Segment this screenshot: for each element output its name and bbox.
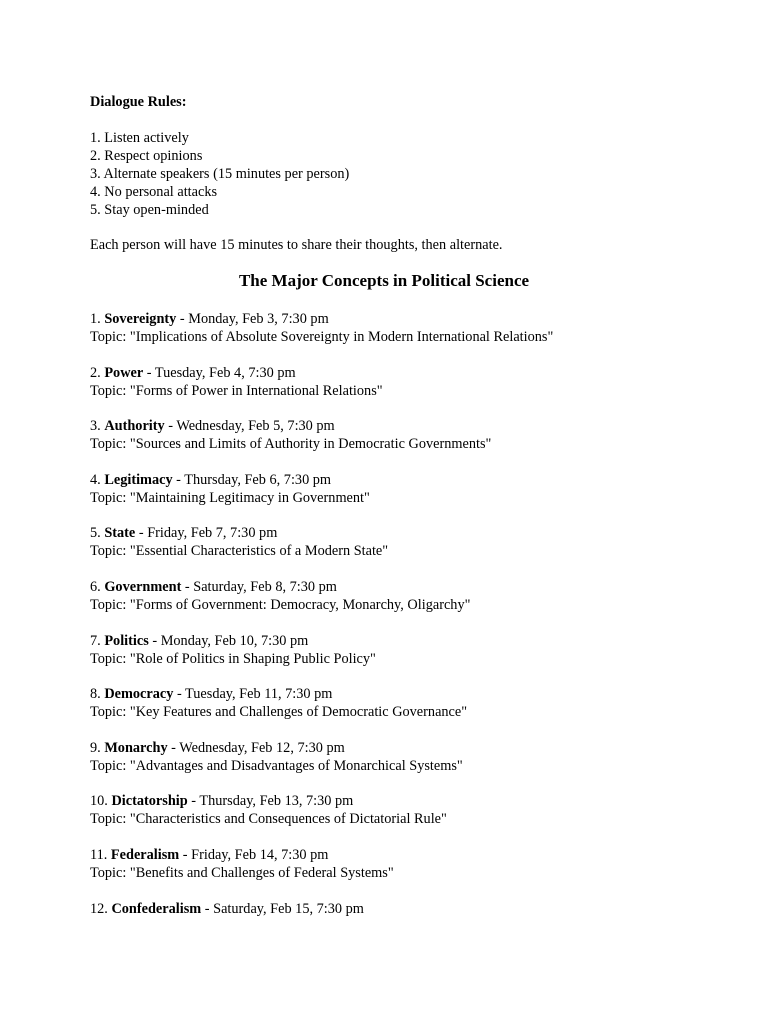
concept-name: Power	[104, 364, 144, 381]
concept-number: 9.	[90, 739, 101, 756]
rules-heading: Dialogue Rules:	[90, 94, 187, 110]
concept-schedule: - Monday, Feb 10, 7:30 pm	[148, 632, 309, 649]
rules-list	[90, 129, 690, 219]
concept-schedule-line	[90, 364, 690, 382]
concept-number: 1.	[90, 311, 101, 327]
concept-entry	[90, 364, 690, 400]
concept-topic: Topic: "Maintaining Legitimacy in Government"	[90, 489, 370, 506]
concept-entry	[90, 846, 690, 882]
concept-entry	[90, 900, 690, 918]
concept-name: Government	[104, 578, 182, 595]
concept-topic: Topic: "Forms of Government: Democracy, Monarchy, Oligarchy"	[90, 596, 471, 613]
concept-schedule: - Thursday, Feb 13, 7:30 pm	[187, 793, 354, 810]
concept-schedule: - Tuesday, Feb 11, 7:30 pm	[173, 686, 333, 703]
concept-entry	[90, 524, 690, 560]
concept-number: 5.	[90, 525, 101, 542]
concept-topic: Topic: "Advantages and Disadvantages of Monarchical Systems"	[90, 757, 463, 774]
concept-number: 8.	[90, 686, 101, 703]
concept-schedule-line	[90, 900, 690, 918]
concept-entry	[90, 739, 690, 775]
concept-name: State	[104, 525, 136, 542]
concept-schedule: - Thursday, Feb 6, 7:30 pm	[172, 471, 332, 488]
concept-schedule: - Wednesday, Feb 5, 7:30 pm	[164, 418, 335, 435]
concept-number: 12.	[90, 900, 108, 917]
rule-item: 3. Alternate speakers (15 minutes per person)	[90, 166, 350, 182]
concept-schedule-line	[90, 792, 690, 810]
concept-entry	[90, 792, 690, 828]
concept-name: Sovereignty	[104, 311, 177, 327]
concept-schedule: - Tuesday, Feb 4, 7:30 pm	[143, 364, 296, 381]
rule-item: 5. Stay open-minded	[90, 202, 209, 218]
concept-topic: Topic: "Sources and Limits of Authority in Democratic Governments"	[90, 436, 492, 453]
concept-number: 7.	[90, 632, 101, 649]
concept-schedule-line	[90, 685, 690, 703]
concept-name: Legitimacy	[104, 471, 173, 488]
concept-topic: Topic: "Forms of Power in International Relations"	[90, 382, 383, 399]
concept-entry	[90, 632, 690, 668]
concept-schedule: - Saturday, Feb 8, 7:30 pm	[181, 578, 337, 595]
concept-name: Politics	[104, 632, 149, 649]
rule-item: 4. No personal attacks	[90, 184, 218, 200]
concept-schedule-line	[90, 632, 690, 650]
concept-number: 2.	[90, 364, 101, 381]
concept-schedule-line	[90, 471, 690, 489]
concept-schedule: - Saturday, Feb 15, 7:30 pm	[201, 900, 364, 917]
concept-schedule: - Friday, Feb 14, 7:30 pm	[179, 846, 329, 863]
rule-item: 2. Respect opinions	[90, 148, 203, 164]
rules-note: Each person will have 15 minutes to share their thoughts, then alternate.	[90, 237, 503, 253]
concept-number: 4.	[90, 471, 101, 488]
concept-topic: Topic: "Implications of Absolute Sovereignty in Modern International Relations"	[90, 329, 554, 345]
concept-schedule-line	[90, 524, 690, 542]
concept-name: Democracy	[104, 686, 174, 703]
concept-name: Federalism	[110, 846, 180, 863]
concept-number: 6.	[90, 578, 101, 595]
concept-topic: Topic: "Key Features and Challenges of Democratic Governance"	[90, 704, 468, 721]
concept-entry	[90, 578, 690, 614]
concept-name: Authority	[104, 418, 165, 435]
document-title: The Major Concepts in Political Science	[238, 271, 530, 290]
concept-name: Monarchy	[104, 739, 168, 756]
concept-schedule-line	[90, 578, 690, 596]
concept-topic: Topic: "Essential Characteristics of a Modern State"	[90, 543, 389, 560]
concept-entry	[90, 310, 690, 346]
concept-entry	[90, 417, 690, 453]
concept-schedule-line	[90, 417, 690, 435]
concept-topic: Topic: "Benefits and Challenges of Federal Systems"	[90, 864, 394, 881]
rule-item: 1. Listen actively	[90, 130, 189, 146]
concept-schedule-line	[90, 310, 690, 328]
concept-number: 3.	[90, 418, 101, 435]
concept-list	[90, 310, 690, 918]
concept-topic: Topic: "Characteristics and Consequences of Dictatorial Rule"	[90, 811, 447, 828]
concept-schedule: - Monday, Feb 3, 7:30 pm	[176, 311, 329, 327]
concept-schedule-line	[90, 739, 690, 757]
document-page	[90, 93, 690, 935]
concept-schedule: - Friday, Feb 7, 7:30 pm	[135, 525, 278, 542]
concept-name: Confederalism	[111, 900, 202, 917]
concept-number: 11.	[90, 846, 108, 863]
concept-name: Dictatorship	[111, 793, 188, 810]
concept-number: 10.	[90, 793, 108, 810]
concept-entry	[90, 685, 690, 721]
concept-schedule: - Wednesday, Feb 12, 7:30 pm	[167, 739, 345, 756]
concept-entry	[90, 471, 690, 507]
concept-schedule-line	[90, 846, 690, 864]
concept-topic: Topic: "Role of Politics in Shaping Public Policy"	[90, 650, 376, 667]
